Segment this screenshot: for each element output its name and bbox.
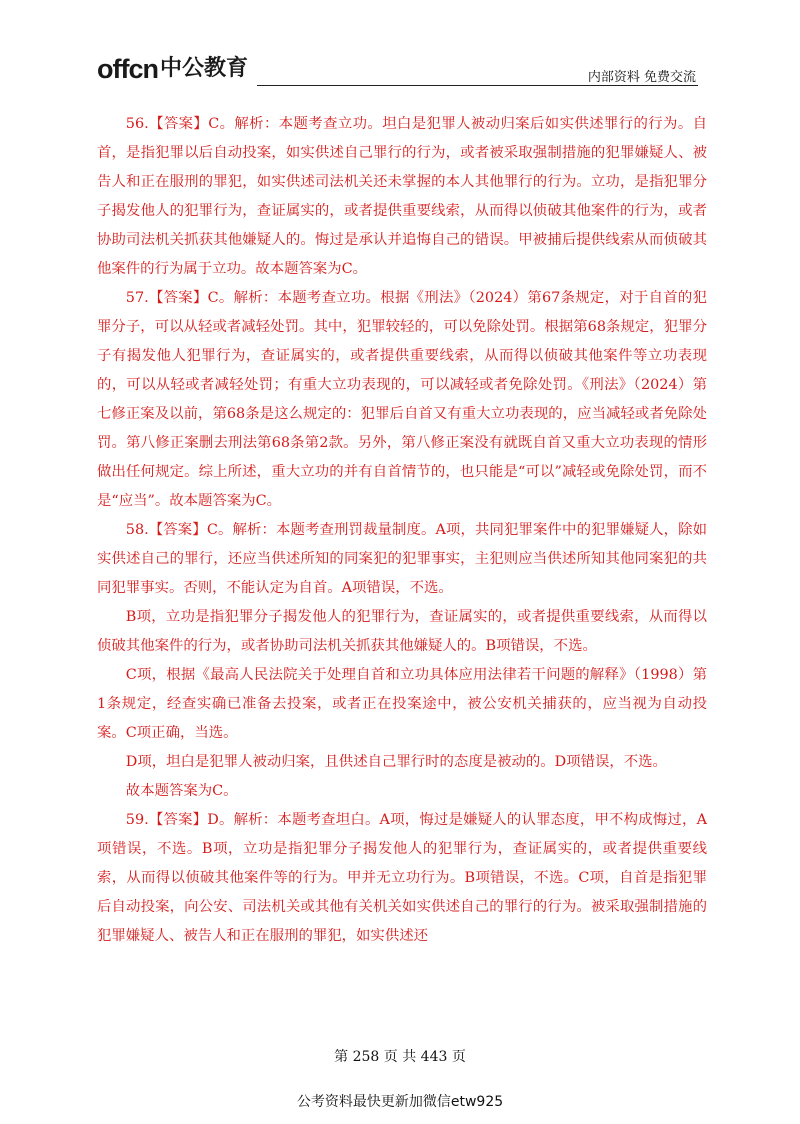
logo-text-cn: 中公教育: [159, 56, 248, 81]
page-number: 第 258 页 共 443 页: [334, 1049, 466, 1065]
paragraph-q58-conclusion: 故本题答案为C。: [125, 783, 238, 799]
paragraph-q59: 59.【答案】D。解析：本题考查坦白。A项，悔过是嫌疑人的认罪态度，甲不构成悔过，A项错误，不选。B项，立功是指犯罪分子揭发他人的犯罪行为，查证属实的，或者提供重要线索，从而得以侦破其他案件等的行为。甲并无立功行为。B项错误，不选。C项，自首是指犯罪后自动投案，向公安、司法机关或其他有关机关如实供述自己的罪行的行为。被采取强制措施的犯罪嫌疑人、被告人和正在服刑的罪犯，如实供述还: [97, 812, 707, 944]
paragraph-q58: 58.【答案】C。解析：本题考查刑罚裁量制度。A项，共同犯罪案件中的犯罪嫌疑人，除如实供述自己的罪行，还应当供述所知的同案犯的犯罪事实，主犯则应当供述所知其他同案犯的共同犯罪事实。否则，不能认定为自首。A项错误，不选。: [97, 522, 707, 596]
logo-text-en: offcn: [97, 54, 158, 84]
offcn-logo: [97, 54, 248, 84]
paragraph-q58-option-b: B项，立功是指犯罪分子揭发他人的犯罪行为，查证属实的，或者提供重要线索，从而得以侦破其他案件的行为，或者协助司法机关抓获其他嫌疑人的。B项错误，不选。: [97, 609, 707, 654]
page-header: [97, 52, 698, 86]
header-tagline: 内部资料 免费交流: [587, 70, 696, 85]
paragraph-q56: 56.【答案】C。解析：本题考查立功。坦白是犯罪人被动归案后如实供述罪行的行为。自首，是指犯罪以后自动投案，如实供述自己罪行的行为，或者被采取强制措施的犯罪嫌疑人、被告人和正在服刑的罪犯，如实供述司法机关还未掌握的本人其他罪行的行为。立功，是指犯罪分子揭发他人的犯罪行为，查证属实的，或者提供重要线索，从而得以侦破其他案件的行为，或者协助司法机关抓获其他嫌疑人的。悔过是承认并追悔自己的错误。甲被捕后提供线索从而侦破其他案件的行为属于立功。故本题答案为C。: [97, 116, 707, 277]
answer-explanations: [97, 110, 707, 951]
footer-note: 公考资料最快更新加微信etw925: [296, 1094, 504, 1110]
paragraph-q57: 57.【答案】C。解析：本题考查立功。根据《刑法》（2024）第67条规定，对于自首的犯罪分子，可以从轻或者减轻处罚。其中，犯罪较轻的，可以免除处罚。根据第68条规定，犯罪分子有揭发他人犯罪行为，查证属实的，或者提供重要线索，从而得以侦破其他案件等立功表现的，可以从轻或者减轻处罚；有重大立功表现的，可以减轻或者免除处罚。《刑法》（2024）第七修正案及以前，第68条是这么规定的：犯罪后自首又有重大立功表现的，应当减轻或者免除处罚。第八修正案删去刑法第68条第2款。另外，第八修正案没有就既自首又重大立功表现的情形做出任何规定。综上所述，重大立功的并有自首情节的，也只能是“可以”减轻或免除处罚，而不是“应当”。故本题答案为C。: [97, 290, 707, 509]
paragraph-q58-option-d: D项，坦白是犯罪人被动归案，且供述自己罪行时的态度是被动的。D项错误，不选。: [125, 754, 667, 770]
header-rule: [257, 85, 698, 86]
paragraph-q58-option-c: C项，根据《最高人民法院关于处理自首和立功具体应用法律若干问题的解释》（1998）第1条规定，经查实确已准备去投案，或者正在投案途中，被公安机关捕获的，应当视为自动投案。C项正确，当选。: [97, 667, 707, 741]
